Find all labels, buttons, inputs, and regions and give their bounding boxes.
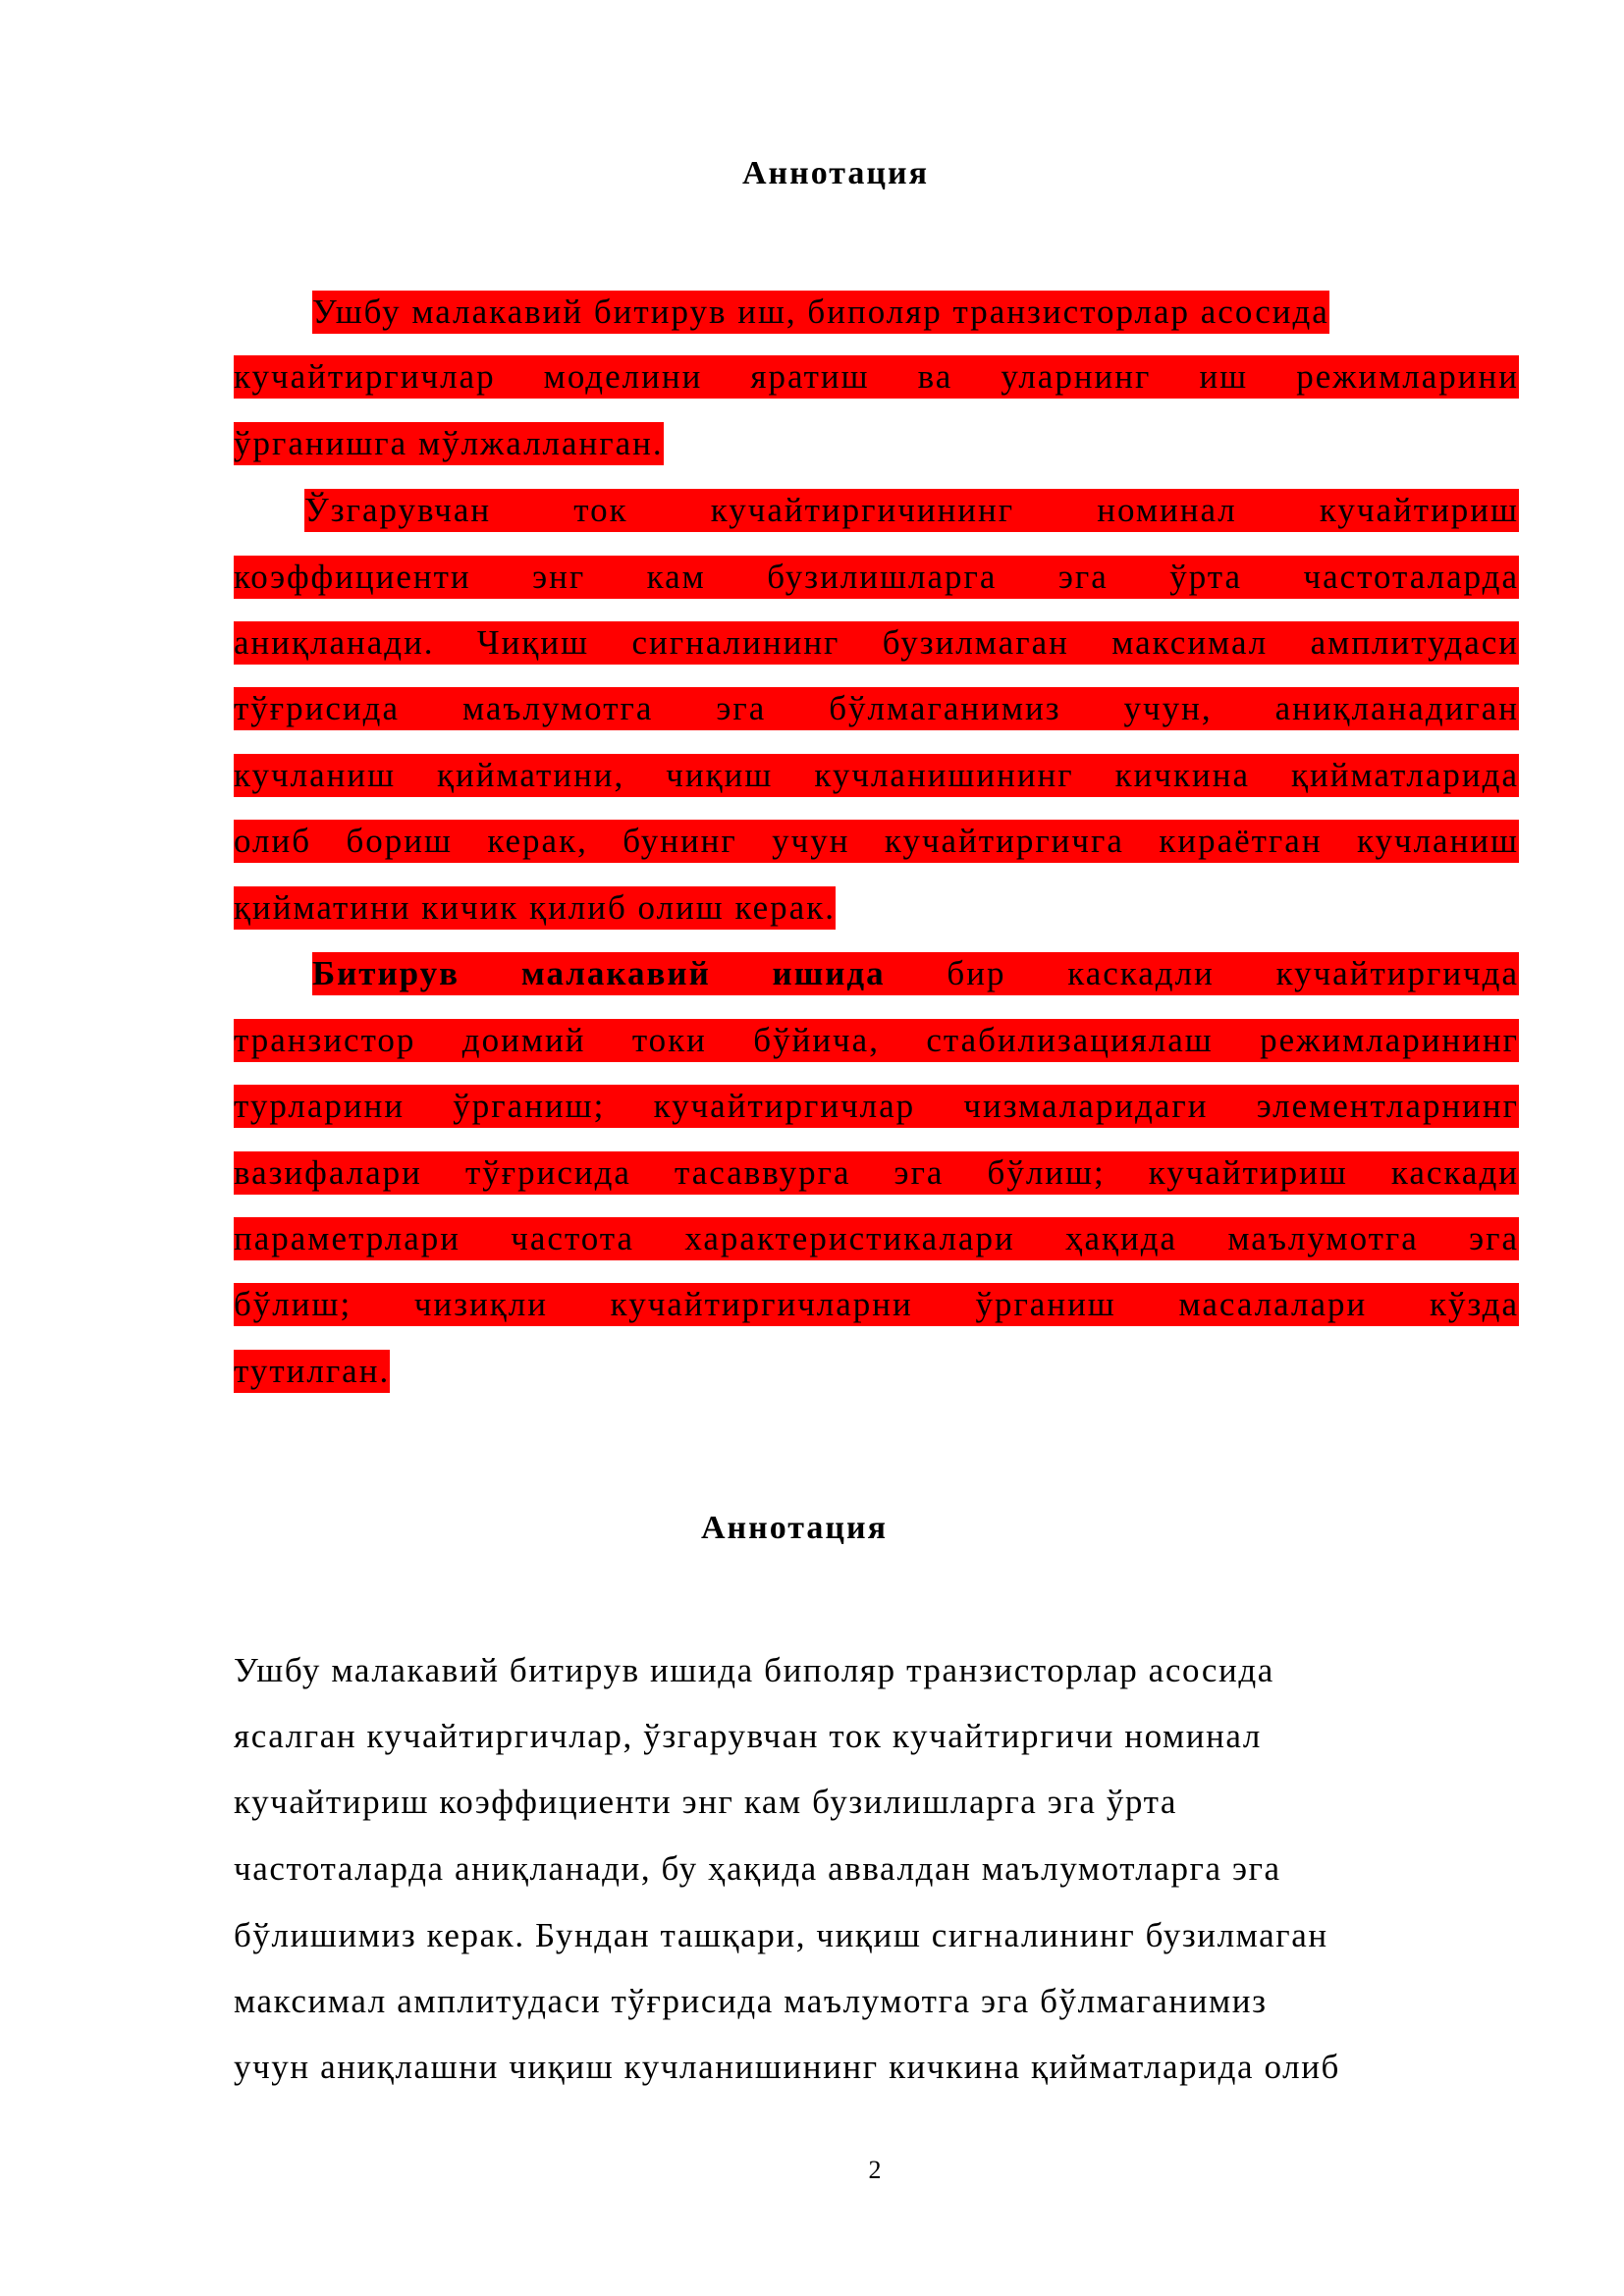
highlighted-line: ўрганишга мўлжалланган.: [234, 422, 664, 465]
text-line: [312, 291, 1519, 334]
annotation-heading-bottom: Аннотация: [701, 1510, 888, 1546]
highlighted-line: турларини ўрганиш; кучайтиргичлар чизмаларидаги элементларнинг: [234, 1085, 1519, 1128]
text-line: [312, 952, 1519, 995]
text-line: [234, 1283, 1519, 1326]
text-line: Ушбу малакавий битирув ишида биполяр транзисторлар асосида: [234, 1651, 1274, 1689]
text-line: максимал амплитудаси тўғрисида маълумотга эга бўлмаганимиз: [234, 1982, 1268, 2020]
highlighted-line: қийматини кичик қилиб олиш керак.: [234, 886, 836, 930]
highlighted-line: тутилган.: [234, 1350, 390, 1393]
text-line: ясалган кучайтиргичлар, ўзгарувчан ток кучайтиргичи номинал: [234, 1717, 1262, 1755]
highlighted-line: кучланиш қийматини, чиқиш кучланишининг кичкина қийматларида: [234, 754, 1519, 797]
text-line: частоталарда аниқланади, бу ҳақида аввалдан маълумотларга эга: [234, 1849, 1281, 1888]
highlighted-line: бўлиш; чизиқли кучайтиргичларни ўрганиш масалалари кўзда: [234, 1283, 1519, 1326]
page-number: 2: [868, 2156, 882, 2184]
text-line: кучайтириш коэффициенти энг кам бузилишларга эга ўрта: [234, 1783, 1178, 1821]
highlighted-line: транзистор доимий токи бўйича, стабилизациялаш режимларининг: [234, 1019, 1519, 1062]
text-line: бўлишимиз керак. Бундан ташқари, чиқиш сигналининг бузилмаган: [234, 1916, 1328, 1954]
text-line: [234, 886, 836, 930]
text-line: [234, 621, 1519, 665]
annotation-heading-top: Аннотация: [742, 155, 929, 191]
text-line: [234, 687, 1519, 730]
text-line: [234, 422, 664, 465]
text-line: [234, 355, 1519, 399]
bold-lead-text: Битирув малакавий ишида: [312, 954, 886, 992]
first-line-rest: бир каскадли кучайтиргичда: [947, 954, 1520, 992]
highlighted-line: тўғрисида маълумотга эга бўлмаганимиз учун, аниқланадиган: [234, 687, 1519, 730]
highlighted-line: Ушбу малакавий битирув иш, биполяр транзисторлар асосида: [312, 291, 1329, 334]
text-line: [234, 556, 1519, 599]
text-line: учун аниқлашни чиқиш кучланишининг кичкина қийматларида олиб: [234, 2048, 1340, 2086]
text-line: [234, 1217, 1519, 1260]
highlighted-line: [312, 952, 1519, 995]
text-line: [304, 489, 1519, 532]
text-line: [234, 820, 1519, 863]
highlighted-line: олиб бориш керак, бунинг учун кучайтиргичга кираётган кучланиш: [234, 820, 1519, 863]
highlighted-line: коэффициенти энг кам бузилишларга эга ўрта частоталарда: [234, 556, 1519, 599]
highlighted-line: Ўзгарувчан ток кучайтиргичининг номинал кучайтириш: [304, 489, 1519, 532]
text-line: [234, 1151, 1519, 1195]
highlighted-line: вазифалари тўғрисида тасаввурга эга бўлиш; кучайтириш каскади: [234, 1151, 1519, 1195]
text-line: [234, 1019, 1519, 1062]
text-line: [234, 1085, 1519, 1128]
text-line: [234, 754, 1519, 797]
text-line: [234, 1350, 390, 1393]
highlighted-line: аниқланади. Чиқиш сигналининг бузилмаган максимал амплитудаси: [234, 621, 1519, 665]
highlighted-line: кучайтиргичлар моделини яратиш ва уларнинг иш режимларини: [234, 355, 1519, 399]
highlighted-line: параметрлари частота характеристикалари ҳақида маълумотга эга: [234, 1217, 1519, 1260]
